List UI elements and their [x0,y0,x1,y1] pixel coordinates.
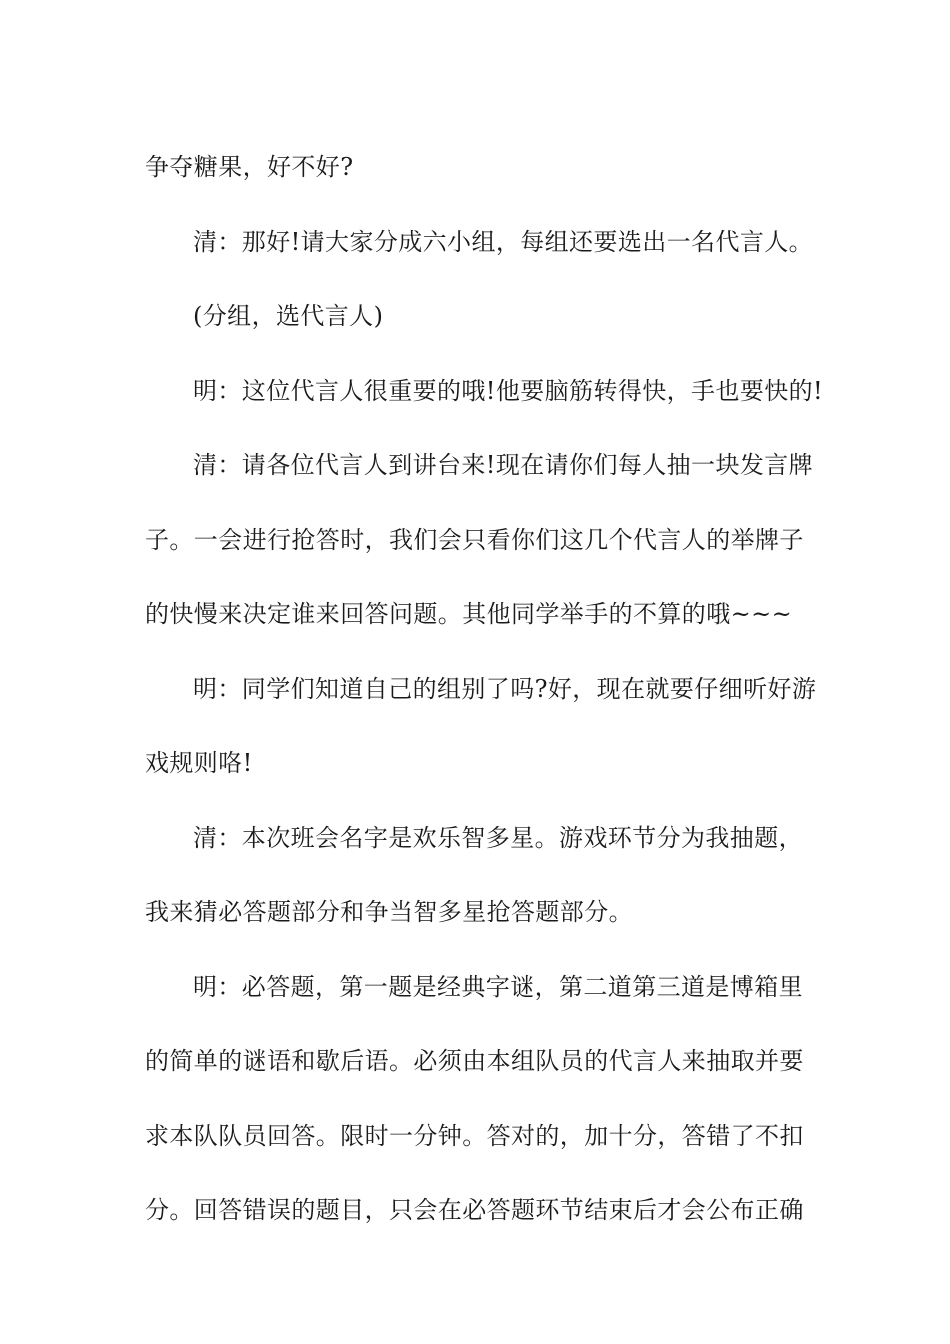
paragraph-line: 清：那好!请大家分成六小组，每组还要选出一名代言人。 [193,227,814,256]
paragraph-line: 求本队队员回答。限时一分钟。答对的，加十分，答错了不扣 [145,1121,804,1150]
paragraph-line: 明：同学们知道自己的组别了吗?好，现在就要仔细听好游 [193,674,817,703]
paragraph-line: 清：请各位代言人到讲台来!现在请你们每人抽一块发言牌 [193,451,814,479]
paragraph-line: 清：本次班会名字是欢乐智多星。游戏环节分为我抽题， [193,823,803,852]
paragraph-line: 分。回答错误的题目，只会在必答题环节结束后才会公布正确 [145,1196,804,1224]
paragraph-line: 戏规则咯! [145,749,253,777]
paragraph-line: 我来猜必答题部分和争当智多星抢答题部分。 [145,898,633,926]
paragraph-line: 子。一会进行抢答时，我们会只看你们这几个代言人的举牌子 [145,525,804,554]
document-body [145,130,824,1248]
paragraph-line: 的简单的谜语和歇后语。必须由本组队员的代言人来抽取并要 [145,1047,804,1075]
paragraph-line: 明：必答题，第一题是经典字谜，第二道第三道是博箱里 [193,972,803,1001]
paragraph-line: 争夺糖果，好不好? [145,153,354,181]
paragraph-line: 的快慢来决定谁来回答问题。其他同学举手的不算的哦~~~ [145,600,793,628]
paragraph-line: 明：这位代言人很重要的哦!他要脑筋转得快，手也要快的! [193,376,824,405]
paragraph-line: (分组，选代言人) [193,302,384,330]
